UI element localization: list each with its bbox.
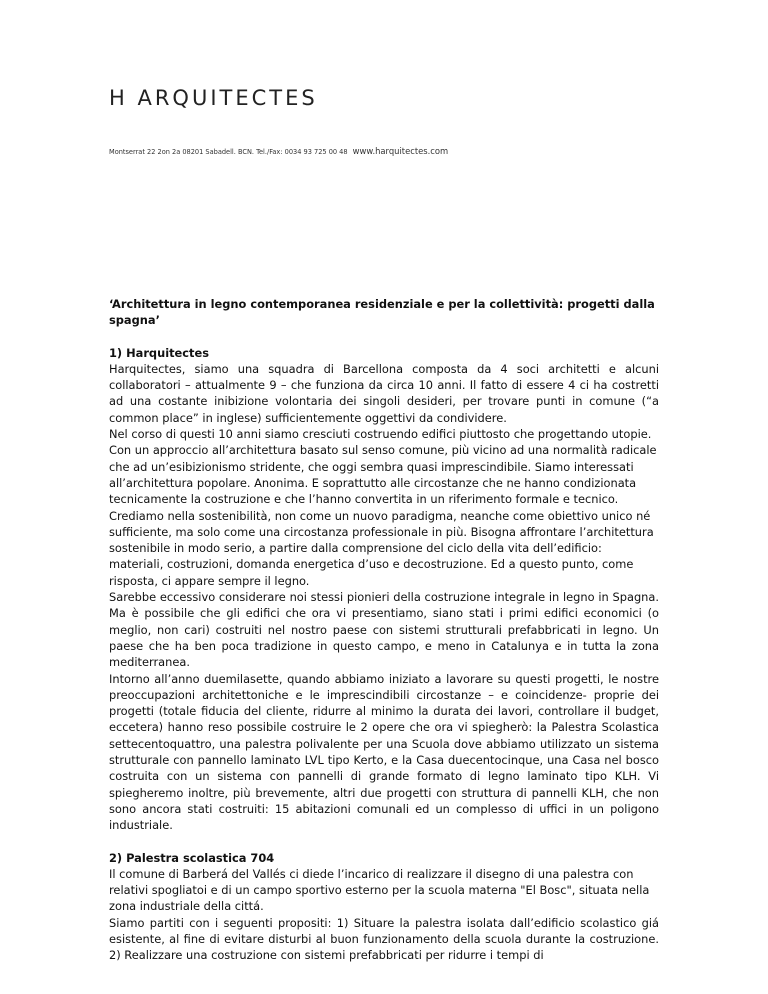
paragraph: Crediamo nella sostenibilità, non come un nuovo paradigma, neanche come obiettivo unico né sufficiente, ma solo come una circostanza professionale in più. Bisogna affrontare l’architettura sostenibile in modo serio, a partire dalla comprensione del ciclo della vita dell’edificio: materiali, costruzioni, domanda energetica d’uso e decostruzione. Ed a questo punto, come risposta, ci appare sempre il legno. [109, 508, 654, 588]
document-title: ‘Architettura in legno contemporanea residenziale e per la collettività: progetti dalla spagna’ [109, 297, 655, 328]
paragraph: Siamo partiti con i seguenti propositi: 1) Situare la palestra isolata dall’edificio scolastico giá esistente, al fine di evitare disturbi al buon funzionamento della scuola durante la costruzione. 2) Realizzare una costruzione con sistemi prefabbricati per ridurre i tempi di [109, 915, 659, 963]
paragraph: Intorno all’anno duemilasette, quando abbiamo iniziato a lavorare su questi progetti, le nostre preoccupazioni architettoniche e le imprescindibili circostanze – e coincidenze- proprie dei progetti (totale fiducia del cliente, ridurre al minimo la durata dei lavori, controllare il budget, eccetera) hanno reso possibile costruire le 2 opere che ora vi spiegherò: la Palestra Scolastica settecentoquattro, una palestra polivalente per una Scuola dove abbiamo utilizzato un sistema strutturale con pannello laminato LVL tipo Kerto, e la Casa duecentocinque, una Casa nel bosco costruita con un sistema con pannelli di grande formato di legno laminato tipo KLH. Vi spiegheremo inoltre, più brevemente, altri due progetti con struttura di pannelli KLH, che non sono ancora stati costruiti: 15 abitazioni comunali ed un complesso di uffici in un poligono industriale. [109, 671, 659, 833]
paragraph: Harquitectes, siamo una squadra di Barcellona composta da 4 soci architetti e alcuni collaboratori – attualmente 9 – che funziona da circa 10 anni. Il fatto di essere 4 ci ha costretti ad una costante inibizione volontaria dei singoli desideri, per trovare punti in comune (“a common place” in inglese) sufficientemente oggettivi da condividere. [109, 361, 659, 425]
section-heading: 1) Harquitectes [109, 345, 209, 360]
document-body [109, 296, 659, 980]
section-harquitectes [109, 345, 659, 834]
address-line [109, 139, 448, 158]
section-palestra-scolastica [109, 850, 659, 964]
postal-address: Montserrat 22 2on 2a 08201 Sabadell. BCN. Tel./Fax: 0034 93 725 00 48 [109, 148, 348, 156]
paragraph: Nel corso di questi 10 anni siamo cresciuti costruendo edifici piuttosto che progettando utopie. Con un approccio all’architettura basato sul senso comune, più vicino ad una normalità radicale che ad un’esibizionismo stridente, che oggi sembra quasi imprescindibile. Siamo interessati all’architettura popolare. Anonima. E soprattutto alle circostanze che ne hanno condizionata tecnicamente la costruzione e che l’hanno convertita in un riferimento formale e tecnico. [109, 427, 657, 507]
website-link: www.harquitectes.com [352, 146, 449, 156]
paragraph: Sarebbe eccessivo considerare noi stessi pionieri della costruzione integrale in legno in Spagna. Ma è possibile che gli edifici che ora vi presentiamo, siano stati i primi edifici economici (o meglio, non cari) costruiti nel nostro paese con sistemi strutturali prefabbricati in legno. Un paese che ha ben poca tradizione in questo campo, e meno in Catalunya e in tutta la zona mediterranea. [109, 590, 659, 670]
company-logo: H ARQUITECTES [109, 86, 318, 110]
section-heading: 2) Palestra scolastica 704 [109, 850, 275, 865]
paragraph: Il comune di Barberá del Vallés ci diede l’incarico di realizzare il disegno di una palestra con relativi spogliatoi e di un campo sportivo esterno per la scuola materna "El Bosc", situata nella zona industriale della cittá. [109, 866, 650, 914]
